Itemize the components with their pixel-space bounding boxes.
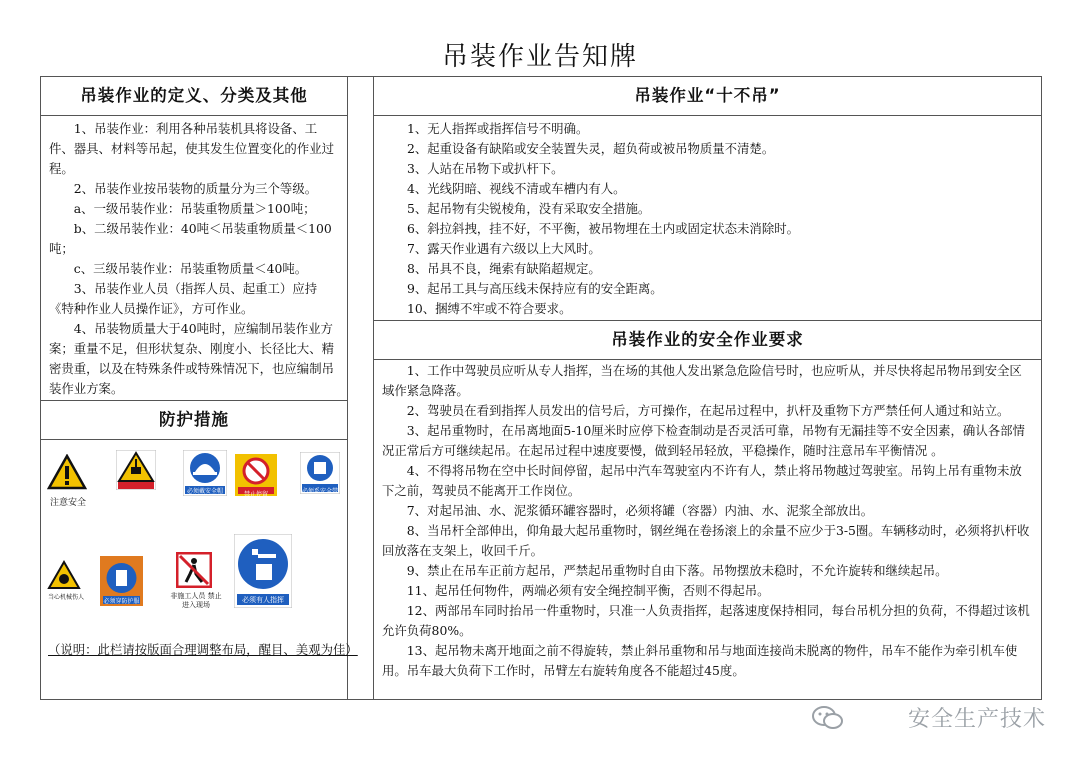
sign-label: 非施工人员 禁止进入现场 [170, 592, 222, 609]
list-item: 1、无人指挥或指挥信号不明确。 [407, 121, 589, 136]
requirement-paragraph: 8、当吊杆全部伸出，仰角最大起吊重物时，钢丝绳在卷扬滚上的余量不应少于3-5圈。车辆移动时，必须将扒杆收回放落在支架上，收回千斤。 [382, 523, 1030, 558]
safety-requirements-text [374, 360, 1041, 681]
sign-label: 当心机械伤人 [47, 594, 84, 601]
wechat-logo-icon [812, 705, 844, 731]
definition-paragraph: c、三级吊装作业：吊装重物质量＜40吨。 [73, 261, 308, 276]
requirement-paragraph: 13、起吊物未离开地面之前不得旋转，禁止斜吊重物和吊与地面连接尚未脱离的物件，吊车不能作为牵引机车使用。吊车最大负荷下工作时，吊臂左右旋转角度各不能超过45度。 [382, 643, 1018, 678]
ten-no-list [374, 116, 1041, 319]
sign-label: 注意安全 [49, 498, 86, 508]
requirement-paragraph: 3、起吊重物时，在吊离地面5-10厘米时应停下检查制动是否灵活可靠，吊物有无漏挂等不安全因素，确认各部情况正常后方可继续起吊。在起吊过程中速度要慢，做到轻吊轻放，平稳操作，随时注意吊车平衡情况 。 [382, 423, 1025, 458]
sign-label: 当心吊物 [123, 493, 148, 500]
definition-paragraph: 1、吊装作业：利用各种吊装机具将设备、工件、器具、材料等吊起，使其发生位置变化的作业过程。 [49, 121, 334, 176]
list-item: 10、捆缚不牢或不符合要求。 [407, 301, 572, 316]
column-separator [347, 76, 373, 700]
requirement-paragraph: 7、对起吊油、水、泥浆循环罐容器时，必须将罐（容器）内油、水、泥浆全部放出。 [406, 503, 874, 518]
sign-label: 必须穿防护服 [103, 598, 140, 605]
sign-label: 必须戴安全帽 [186, 488, 223, 495]
protection-header: 防护措施 [41, 401, 347, 440]
safety-requirements-header: 吊装作业的安全作业要求 [374, 321, 1041, 360]
ten-no-panel [373, 76, 1042, 321]
requirement-paragraph: 11、起吊任何物件，两端必须有安全绳控制平衡，否则不得起吊。 [406, 583, 770, 598]
definition-paragraph: b、二级吊装作业：40吨＜吊装重物质量＜100吨； [49, 221, 332, 256]
machine-injury-sign-icon [47, 560, 81, 590]
definition-paragraph: a、一级吊装作业：吊装重物质量＞100吨； [73, 201, 316, 216]
ten-no-header: 吊装作业“十不吊” [374, 77, 1041, 116]
list-item: 4、光线阴暗、视线不清或车槽内有人。 [407, 181, 626, 196]
requirement-paragraph: 12、两部吊车同时抬吊一件重物时，只准一人负责指挥，起落速度保持相同，每台吊机分担的负荷，不得超过该机允许负荷80%。 [382, 603, 1030, 638]
falling-load-sign-icon [116, 450, 156, 490]
list-item: 6、斜拉斜拽，挂不好，不平衡，被吊物埋在土内或固定状态未消除时。 [407, 221, 799, 236]
definition-paragraph: 4、吊装物质量大于40吨时，应编制吊装作业方案；重量不足，但形状复杂、刚度小、长径比大、精密贵重，以及在特殊条件或特殊情况下，也应编制吊装作业方案。 [49, 321, 334, 396]
watermark: 安全生产技术 [907, 707, 1046, 732]
requirement-paragraph: 4、不得将吊物在空中长时间停留，起吊中汽车驾驶室内不许有人，禁止将吊物越过驾驶室。吊钩上吊有重物未放下之前，驾驶员不能离开工作岗位。 [382, 463, 1022, 498]
list-item: 9、起吊工具与高压线未保持应有的安全距离。 [407, 281, 663, 296]
definition-panel [40, 76, 348, 401]
definition-header: 吊装作业的定义、分类及其他 [41, 77, 347, 116]
caution-sign-icon [47, 454, 87, 490]
no-entry-sign-icon [176, 552, 212, 588]
requirement-paragraph: 1、工作中驾驶员应听从专人指挥，当在场的其他人发出紧急危险信号时，也应听从，并尽快将起吊物吊到安全区域作紧急降落。 [382, 363, 1022, 398]
sign-label: 必须有人指挥 [242, 596, 284, 604]
definition-paragraph: 3、吊装作业人员（指挥人员、起重工）应持《特种作业人员操作证》，方可作业。 [49, 281, 318, 316]
sign-label: 禁止停留 [243, 491, 268, 498]
requirement-paragraph: 2、驾驶员在看到指挥人员发出的信号后，方可操作，在起吊过程中，扒杆及重物下方严禁任何人通过和站立。 [406, 403, 1010, 418]
list-item: 3、人站在吊物下或扒杆下。 [407, 161, 564, 176]
list-item: 5、起吊物有尖锐棱角，没有采取安全措施。 [407, 201, 651, 216]
definition-paragraph: 2、吊装作业按吊装物的质量分为三个等级。 [73, 181, 318, 196]
page-title: 吊装作业告知牌 [441, 42, 638, 72]
sign-label: 必须系安全带 [301, 488, 338, 495]
requirement-paragraph: 9、禁止在吊车正前方起吊，严禁起吊重物时自由下落。吊物摆放未稳时，不允许旋转和继续起吊。 [406, 563, 948, 578]
definition-text [41, 116, 347, 399]
list-item: 2、起重设备有缺陷或安全装置失灵，超负荷或被吊物质量不清楚。 [407, 141, 775, 156]
list-item: 7、露天作业遇有六级以上大风时。 [407, 241, 601, 256]
list-item: 8、吊具不良，绳索有缺陷超规定。 [407, 261, 601, 276]
safety-requirements-panel [373, 320, 1042, 700]
layout-note [48, 640, 368, 660]
layout-note-text: （说明：此栏请按版面合理调整布局，醒目、美观为佳） [48, 642, 358, 657]
